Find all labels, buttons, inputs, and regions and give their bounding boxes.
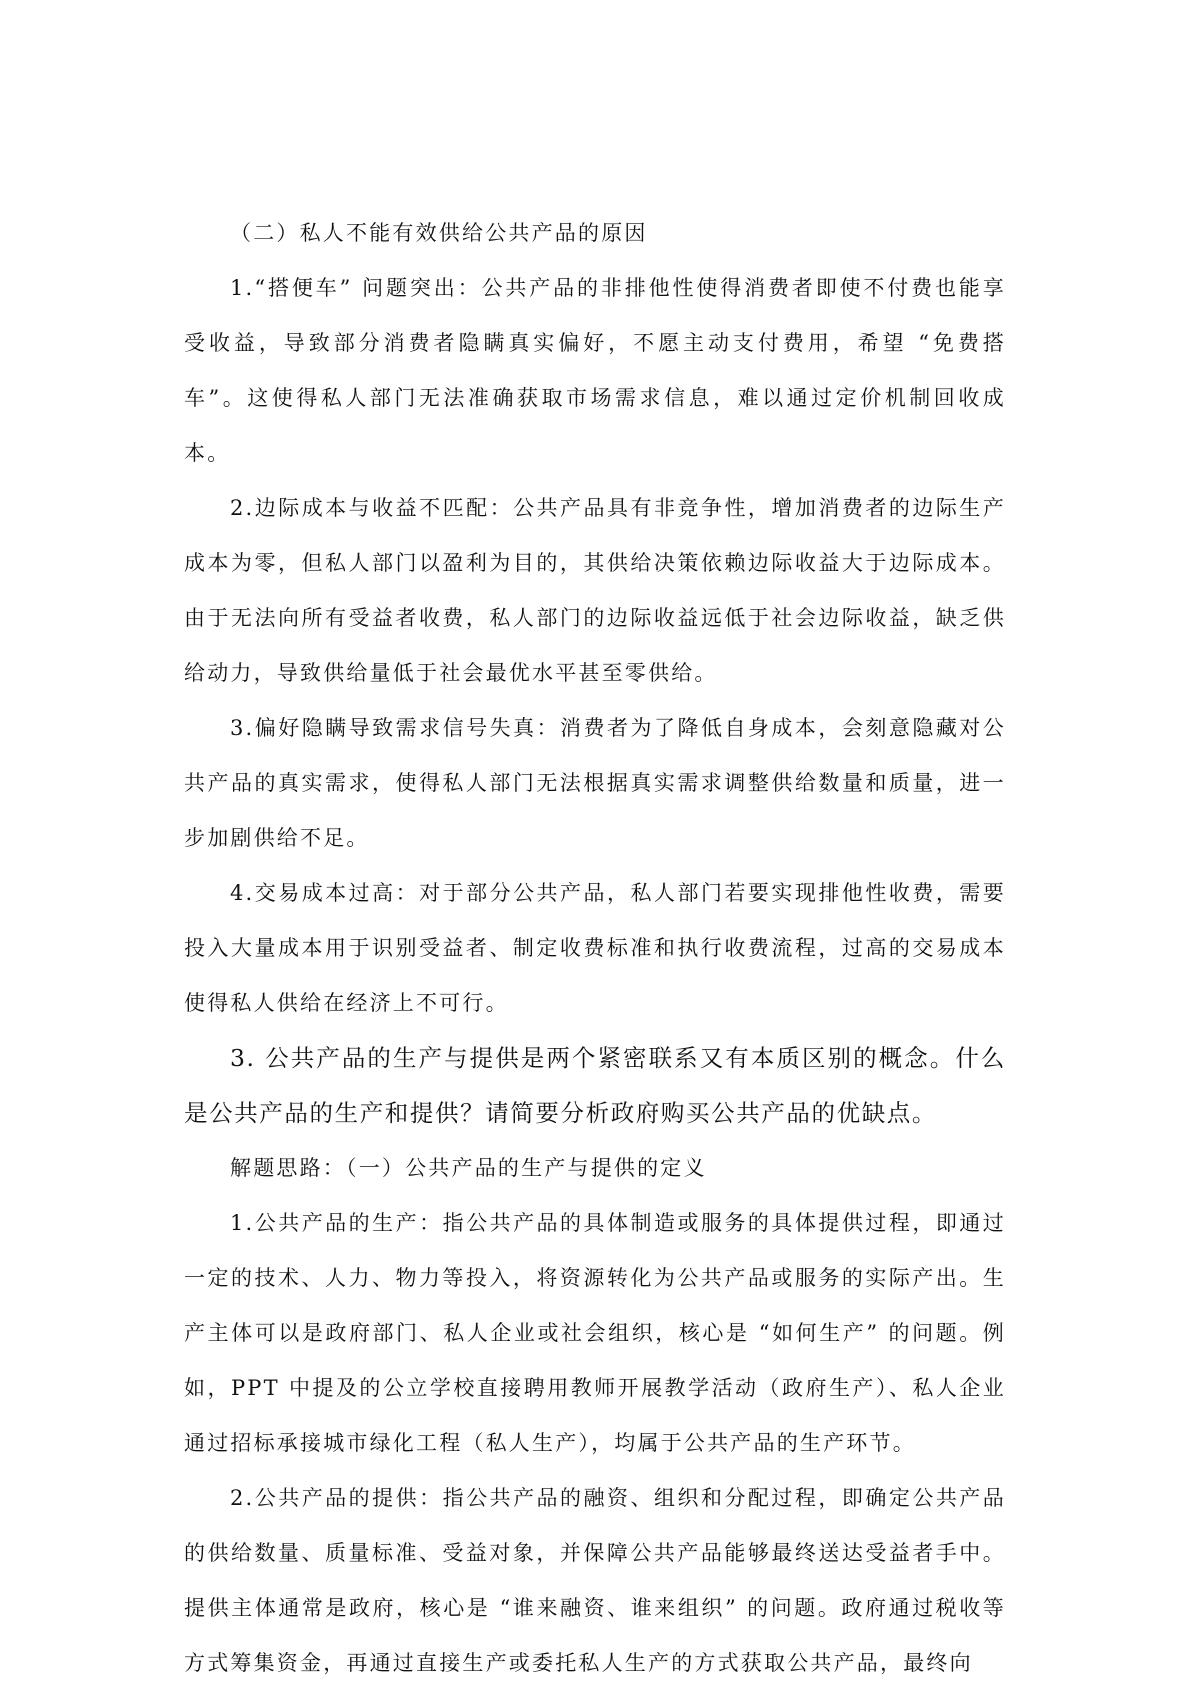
question-3: 3. 公共产品的生产与提供是两个紧密联系又有本质区别的概念。什么是公共产品的生产和提供？请简要分析政府购买公共产品的优缺点。 (184, 1044, 1006, 1127)
paragraph-marginal-cost: 2.边际成本与收益不匹配：公共产品具有非竞争性，增加消费者的边际生产成本为零，但私人部门以盈利为目的，其供给决策依赖边际收益大于边际成本。由于无法向所有受益者收费，私人部门的边际收益远低于社会边际收益，缺乏供给动力，导致供给量低于社会最优水平甚至零供给。 (184, 496, 1006, 685)
document-body (184, 206, 1006, 1691)
paragraph-transaction-cost: 4.交易成本过高：对于部分公共产品，私人部门若要实现排他性收费，需要投入大量成本用于识别受益者、制定收费标准和执行收费流程，过高的交易成本使得私人供给在经济上不可行。 (184, 881, 1006, 1015)
paragraph-production-definition: 1.公共产品的生产：指公共产品的具体制造或服务的具体提供过程，即通过一定的技术、人力、物力等投入，将资源转化为公共产品或服务的实际产出。生产主体可以是政府部门、私人企业或社会组织，核心是 “如何生产” 的问题。例如，PPT 中提及的公立学校直接聘用教师开展教学活动（政府生产）、私人企业通过招标承接城市绿化工程（私人生产），均属于公共产品的生产环节。 (184, 1211, 1006, 1455)
section-heading: （二）私人不能有效供给公共产品的原因 (230, 221, 648, 245)
answer-heading: 解题思路：（一）公共产品的生产与提供的定义 (230, 1156, 707, 1180)
paragraph-preference-concealment: 3.偏好隐瞒导致需求信号失真：消费者为了降低自身成本，会刻意隐藏对公共产品的真实需求，使得私人部门无法根据真实需求调整供给数量和质量，进一步加剧供给不足。 (184, 716, 1006, 850)
paragraph-free-rider: 1.“搭便车” 问题突出：公共产品的非排他性使得消费者即使不付费也能享受收益，导致部分消费者隐瞒真实偏好，不愿主动支付费用，希望 “免费搭车”。这使得私人部门无法准确获取市场需求信息，难以通过定价机制回收成本。 (184, 276, 1006, 465)
paragraph-provision-definition: 2.公共产品的提供：指公共产品的融资、组织和分配过程，即确定公共产品的供给数量、质量标准、受益对象，并保障公共产品能够最终送达受益者手中。提供主体通常是政府，核心是 “谁来融资、谁来组织” 的问题。政府通过税收等方式筹集资金，再通过直接生产或委托私人生产的方式获取公共产品，最终向 (184, 1486, 1006, 1675)
